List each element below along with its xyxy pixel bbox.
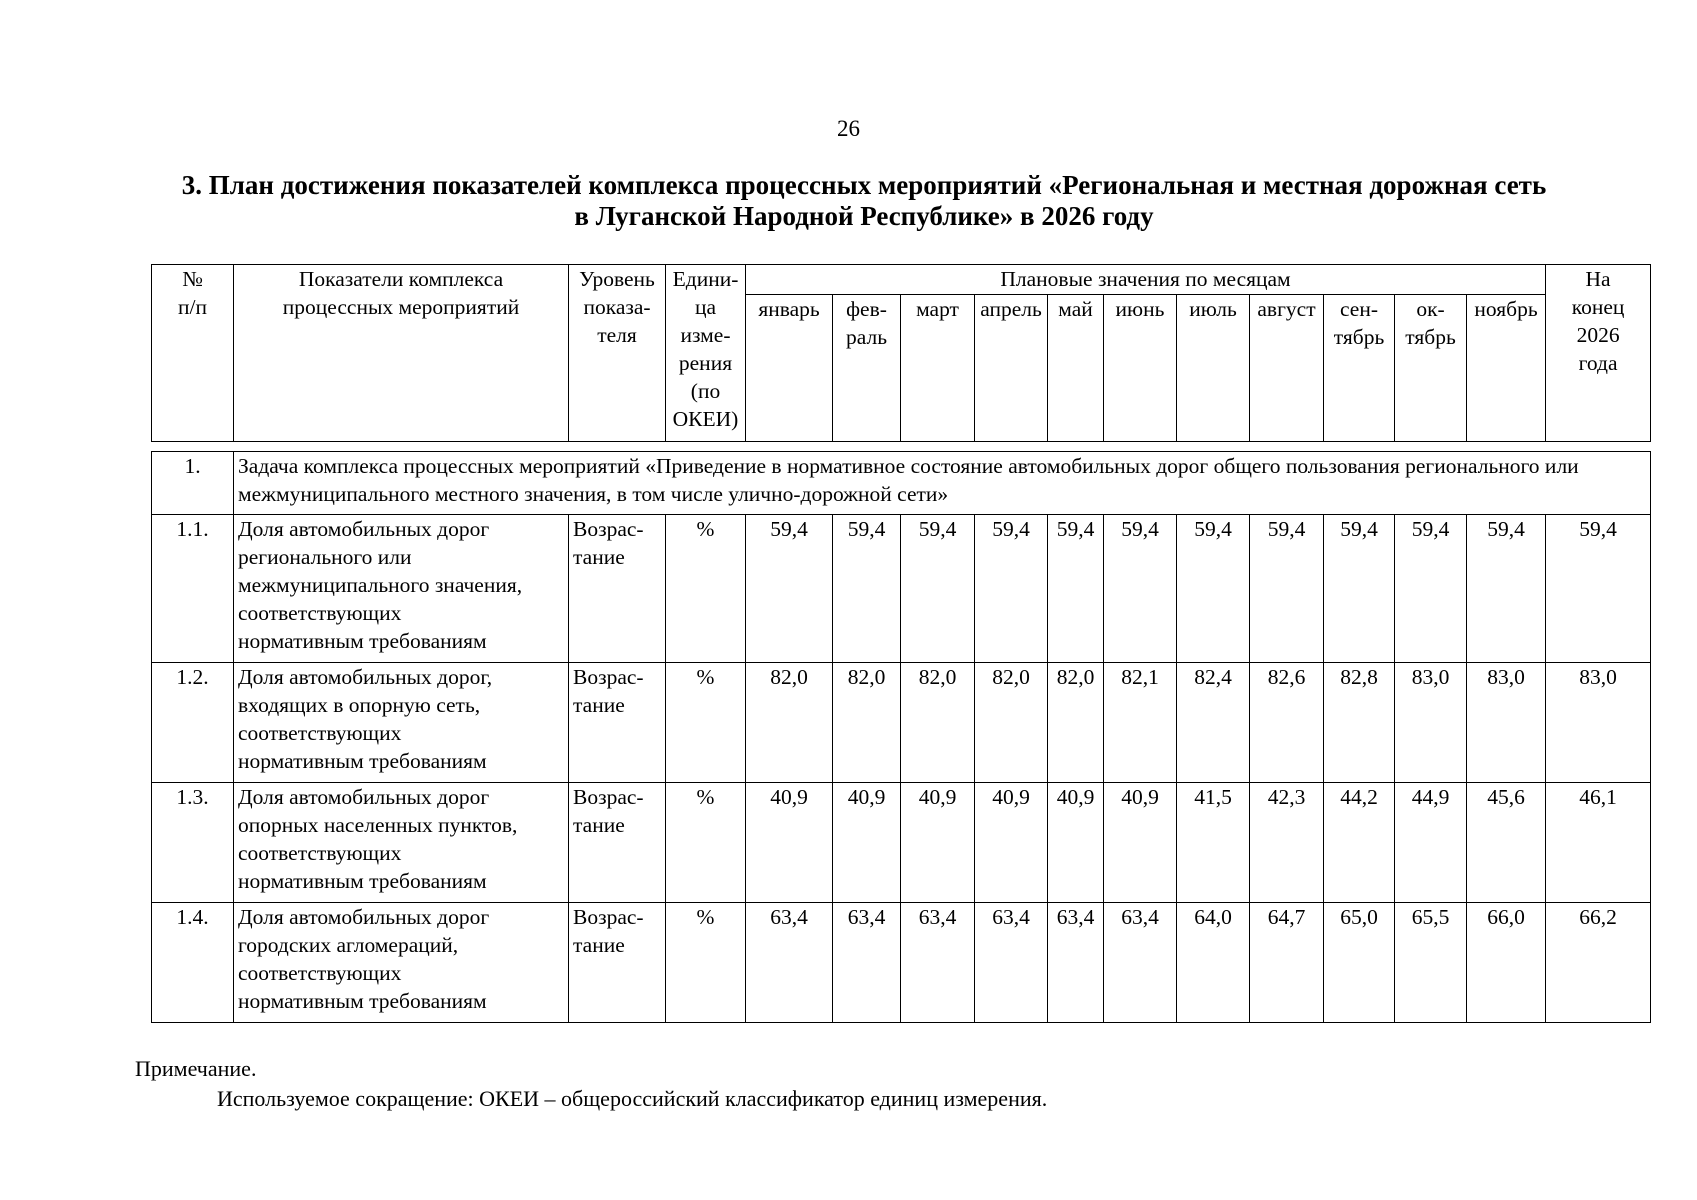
row-number: 1.4. [152,903,234,1023]
row-indicator: Доля автомобильных дорог, входящих в опорную сеть, соответствующих нормативным требованиям [234,663,569,783]
value-jun: 63,4 [1104,903,1177,1023]
value-apr: 63,4 [975,903,1048,1023]
page-title [150,170,1578,232]
row-indicator: Доля автомобильных дорог опорных населенных пунктов, соответствующих нормативным требованиям [234,783,569,903]
value-jan: 40,9 [746,783,833,903]
title-line-2: в Луганской Народной Республике» в 2026 году [574,201,1154,231]
header-month-jun: июнь [1104,295,1177,442]
value-nov: 83,0 [1467,663,1546,783]
row-number: 1.2. [152,663,234,783]
value-oct: 44,9 [1395,783,1467,903]
value-apr: 59,4 [975,515,1048,663]
value-jul: 82,4 [1177,663,1250,783]
table-row [152,783,1651,903]
value-jan: 63,4 [746,903,833,1023]
value-end-of-year: 66,2 [1546,903,1651,1023]
header-month-jul: июль [1177,295,1250,442]
task-number: 1. [152,452,234,515]
row-indicator: Доля автомобильных дорог городских агломераций, соответствующих нормативным требованиям [234,903,569,1023]
value-aug: 82,6 [1250,663,1324,783]
value-jul: 64,0 [1177,903,1250,1023]
value-mar: 59,4 [901,515,975,663]
value-apr: 82,0 [975,663,1048,783]
value-end-of-year: 83,0 [1546,663,1651,783]
value-jun: 40,9 [1104,783,1177,903]
value-feb: 40,9 [833,783,901,903]
value-nov: 59,4 [1467,515,1546,663]
value-mar: 63,4 [901,903,975,1023]
header-month-sep: сен- тябрь [1324,295,1395,442]
value-sep: 82,8 [1324,663,1395,783]
row-unit: % [666,663,746,783]
row-level: Возрас- тание [569,515,666,663]
header-planned-values: Плановые значения по месяцам [746,265,1546,295]
header-month-feb: фев- раль [833,295,901,442]
header-level: Уровень показа- теля [569,265,666,442]
value-may: 59,4 [1048,515,1104,663]
row-number: 1.3. [152,783,234,903]
note-heading: Примечание. [135,1056,257,1081]
header-unit: Едини- ца изме- рения (по ОКЕИ) [666,265,746,442]
value-aug: 42,3 [1250,783,1324,903]
value-mar: 40,9 [901,783,975,903]
value-apr: 40,9 [975,783,1048,903]
header-month-oct: ок- тябрь [1395,295,1467,442]
value-aug: 59,4 [1250,515,1324,663]
value-jan: 59,4 [746,515,833,663]
value-jul: 59,4 [1177,515,1250,663]
value-oct: 65,5 [1395,903,1467,1023]
row-unit: % [666,515,746,663]
value-may: 63,4 [1048,903,1104,1023]
header-end-of-year: На конец 2026 года [1546,265,1651,442]
row-level: Возрас- тание [569,903,666,1023]
value-end-of-year: 46,1 [1546,783,1651,903]
header-month-nov: ноябрь [1467,295,1546,442]
value-sep: 65,0 [1324,903,1395,1023]
value-jan: 82,0 [746,663,833,783]
value-jul: 41,5 [1177,783,1250,903]
header-month-apr: апрель [975,295,1048,442]
value-sep: 44,2 [1324,783,1395,903]
header-indicator: Показатели комплекса процессных мероприятий [234,265,569,442]
row-number: 1.1. [152,515,234,663]
value-oct: 83,0 [1395,663,1467,783]
value-jun: 82,1 [1104,663,1177,783]
value-feb: 82,0 [833,663,901,783]
value-nov: 45,6 [1467,783,1546,903]
note [135,1054,1047,1114]
table-row [152,515,1651,663]
note-text: Используемое сокращение: ОКЕИ – общероссийский классификатор единиц измерения. [217,1086,1048,1111]
row-unit: % [666,783,746,903]
table-row [152,663,1651,783]
value-sep: 59,4 [1324,515,1395,663]
value-end-of-year: 59,4 [1546,515,1651,663]
value-oct: 59,4 [1395,515,1467,663]
row-unit: % [666,903,746,1023]
value-jun: 59,4 [1104,515,1177,663]
value-may: 82,0 [1048,663,1104,783]
header-month-mar: март [901,295,975,442]
header-number: № п/п [152,265,234,442]
row-level: Возрас- тание [569,663,666,783]
page-number: 26 [837,116,860,141]
row-indicator: Доля автомобильных дорог регионального или межмуниципального значения, соответствующих нормативным требованиям [234,515,569,663]
value-feb: 63,4 [833,903,901,1023]
task-text: Задача комплекса процессных мероприятий «Приведение в нормативное состояние автомобильных дорог общего пользования регионального или межмуниципального местного значения, в том числе улично-дорожной сети» [234,452,1651,515]
value-nov: 66,0 [1467,903,1546,1023]
table-header [151,264,1651,442]
task-row [152,452,1651,515]
value-feb: 59,4 [833,515,901,663]
header-month-may: май [1048,295,1104,442]
row-level: Возрас- тание [569,783,666,903]
value-aug: 64,7 [1250,903,1324,1023]
title-line-1: 3. План достижения показателей комплекса процессных мероприятий «Региональная и местная дорожная сеть [181,170,1547,200]
header-month-jan: январь [746,295,833,442]
table-row [152,903,1651,1023]
table-body [151,451,1651,1023]
header-month-aug: август [1250,295,1324,442]
value-may: 40,9 [1048,783,1104,903]
value-mar: 82,0 [901,663,975,783]
